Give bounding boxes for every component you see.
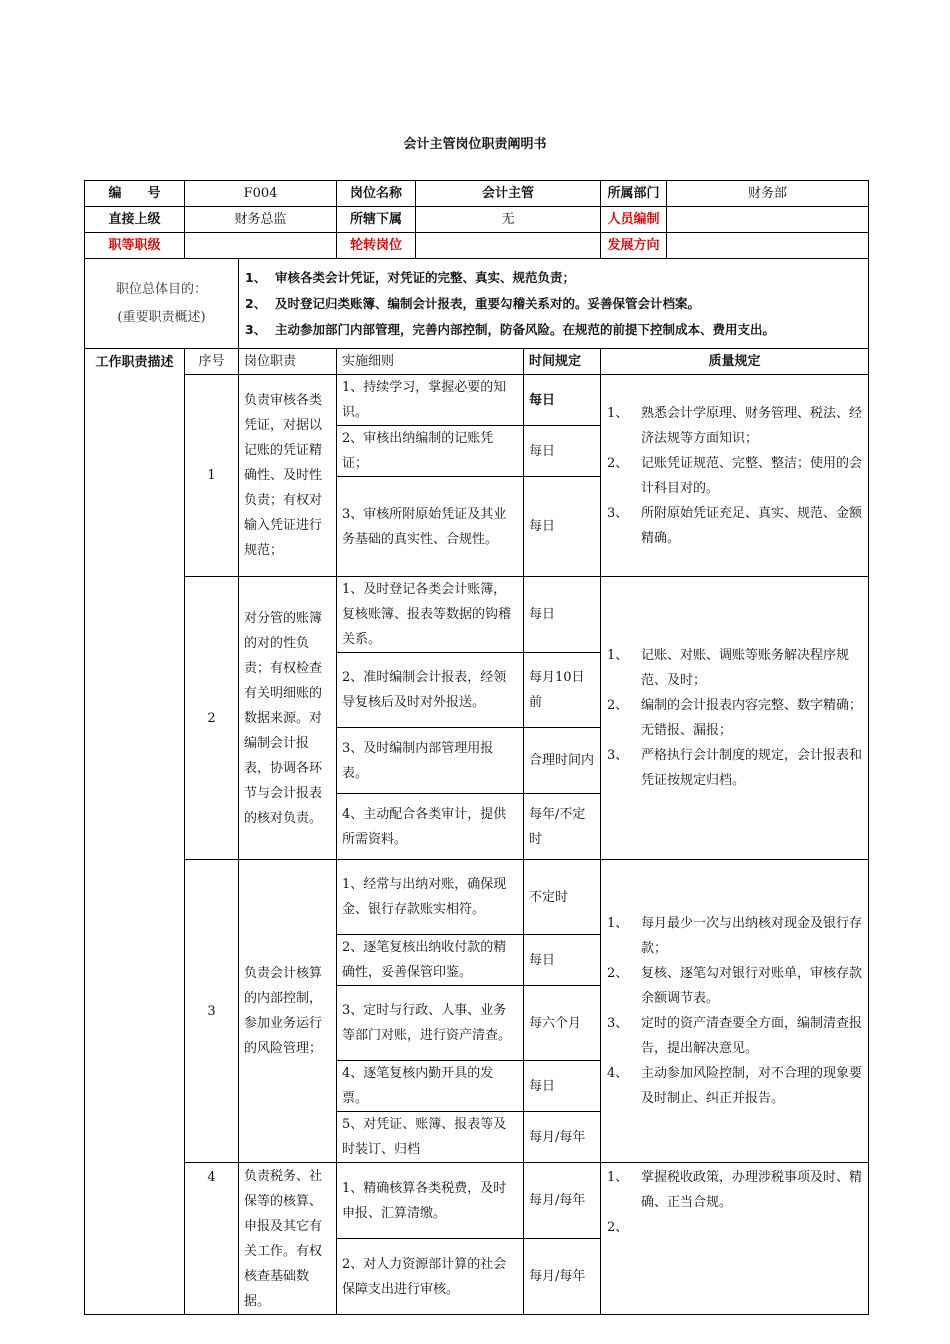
time-cell: 每六个月 — [524, 986, 601, 1061]
detail-cell: 4、主动配合各类审计，提供所需资料。 — [337, 794, 524, 860]
time-cell: 每月10日前 — [524, 653, 601, 728]
detail-cell: 1、精确核算各类税费，及时申报、汇算清缴。 — [337, 1163, 524, 1239]
duty-text: 负责税务、社保等的核算、申报及其它有关工作。有权核查基础数据。 — [239, 1163, 337, 1315]
quality-item: 3、 严格执行会计制度的规定，会计报表和凭证按规定归档。 — [607, 748, 863, 788]
goal-item — [245, 317, 862, 343]
quality-item: 1、 熟悉会计学原理、财务管理、税法、经济法规等方面知识； — [607, 405, 863, 446]
quality-item: 2、 编制的会计报表内容完整、数字精确；无错报、漏报； — [607, 698, 863, 738]
time-cell: 每月/每年 — [524, 1239, 601, 1315]
detail-cell: 2、准时编制会计报表，经领导复核后及时对外报送。 — [337, 653, 524, 728]
quality-item: 4、 主动参加风险控制，对不合理的现象要及时制止、纠正并报告。 — [607, 1066, 863, 1106]
duty-no: 2 — [185, 577, 239, 860]
duty-no: 1 — [185, 375, 239, 577]
dept-value: 财务部 — [667, 181, 869, 207]
time-cell: 每日 — [524, 477, 601, 577]
detail-cell: 3、定时与行政、人事、业务等部门对账，进行资产清查。 — [337, 986, 524, 1061]
job-description-table — [84, 180, 869, 1315]
time-cell: 每年/不定时 — [524, 794, 601, 860]
direction-value — [667, 233, 869, 259]
subordinate-value: 无 — [416, 207, 601, 233]
duty-text: 负责审核各类凭证，对据以记账的凭证精确性、及时性负责；有权对输入凭证进行规范； — [239, 375, 337, 577]
detail-cell: 2、逐笔复核出纳收付款的精确性，妥善保管印鉴。 — [337, 935, 524, 986]
quality-item: 1、 每月最少一次与出纳核对现金及银行存款； — [607, 916, 863, 956]
detail-cell: 3、审核所附原始凭证及其业务基础的真实性、合规性。 — [337, 477, 524, 577]
code-value: F004 — [185, 181, 337, 207]
direction-label: 发展方向 — [601, 233, 667, 259]
detail-cell: 1、持续学习，掌握必要的知识。 — [337, 375, 524, 426]
duty-no: 3 — [185, 860, 239, 1163]
document-title: 会计主管岗位职责阐明书 — [403, 137, 547, 152]
goal-item-number: 3、 — [245, 321, 267, 337]
post-value: 会计主管 — [416, 181, 601, 207]
time-cell: 每月/每年 — [524, 1163, 601, 1239]
col-header-detail: 实施细则 — [337, 349, 524, 375]
goal-item-text: 审核各类会计凭证，对凭证的完整、真实、规范负责； — [275, 269, 576, 285]
time-cell: 合理时间内 — [524, 728, 601, 794]
col-header-duty: 岗位职责 — [239, 349, 337, 375]
superior-label: 直接上级 — [85, 207, 185, 233]
rotation-label: 轮转岗位 — [337, 233, 416, 259]
quality-item: 3、 定时的资产清查要全方面，编制清查报告，提出解决意见。 — [607, 1016, 863, 1056]
detail-cell: 4、逐笔复核内勤开具的发票。 — [337, 1061, 524, 1112]
col-header-no: 序号 — [185, 349, 239, 375]
quality-item: 1、 掌握税收政策，办理涉税事项及时、精确、正当合规。 — [607, 1170, 863, 1210]
superior-value: 财务总监 — [185, 207, 337, 233]
goal-list — [239, 259, 869, 349]
code-label: 编 号 — [85, 181, 185, 207]
goal-item-number: 1、 — [245, 269, 267, 285]
staff-quota-label: 人员编制 — [601, 207, 667, 233]
time-cell: 每月/每年 — [524, 1112, 601, 1163]
time-cell: 每日 — [524, 426, 601, 477]
quality-item: 2、 记账凭证规范、完整、整洁；使用的会计科目对的。 — [607, 455, 863, 496]
grade-label: 职等职级 — [85, 233, 185, 259]
quality-item: 3、 所附原始凭证充足、真实、规范、金额精确。 — [607, 505, 863, 546]
detail-cell: 1、经常与出纳对账，确保现金、银行存款账实相符。 — [337, 860, 524, 935]
dept-label: 所属部门 — [601, 181, 667, 207]
goal-item-text: 主动参加部门内部管理，完善内部控制，防备风险。在规范的前提下控制成本、费用支出。 — [275, 321, 776, 337]
detail-cell: 2、审核出纳编制的记账凭证； — [337, 426, 524, 477]
goal-label — [85, 259, 239, 349]
post-label: 岗位名称 — [337, 181, 416, 207]
duty-no: 4 — [185, 1163, 239, 1315]
quality-cell — [601, 1163, 869, 1315]
quality-cell — [601, 375, 869, 577]
quality-item: 2、 复核、逐笔勾对银行对账单，审核存款余额调节表。 — [607, 966, 863, 1006]
goal-item — [245, 291, 862, 317]
col-header-time: 时间规定 — [524, 349, 601, 375]
detail-cell: 3、及时编制内部管理用报表。 — [337, 728, 524, 794]
rotation-value — [416, 233, 601, 259]
time-cell: 每日 — [524, 1061, 601, 1112]
detail-cell: 2、对人力资源部计算的社会保障支出进行审核。 — [337, 1239, 524, 1315]
col-header-quality: 质量规定 — [601, 349, 869, 375]
time-cell: 不定时 — [524, 860, 601, 935]
detail-cell: 1、及时登记各类会计账簿，复核账簿、报表等数据的钩稽关系。 — [337, 577, 524, 653]
time-cell: 每日 — [524, 375, 601, 426]
time-cell: 每日 — [524, 935, 601, 986]
grade-value — [185, 233, 337, 259]
goal-label-main: 职位总体目的： — [115, 281, 207, 297]
goal-item-number: 2、 — [245, 295, 267, 311]
staff-quota-value — [667, 207, 869, 233]
time-cell: 每日 — [524, 577, 601, 653]
goal-item — [245, 265, 862, 291]
quality-item: 2、 — [607, 1220, 629, 1235]
quality-cell — [601, 860, 869, 1163]
quality-cell — [601, 577, 869, 860]
goal-label-sub: (重要职责概述) — [117, 309, 206, 325]
detail-cell: 5、对凭证、账簿、报表等及时装订、归档 — [337, 1112, 524, 1163]
goal-item-text: 及时登记归类账簿、编制会计报表，重要勾稽关系对的。妥善保管会计档案。 — [275, 295, 701, 311]
duty-section-label: 工作职责描述 — [85, 349, 185, 1315]
duty-text: 对分管的账簿的对的性负责；有权检查有关明细账的数据来源。对编制会计报表，协调各环节与会计报表的核对负责。 — [239, 577, 337, 860]
duty-text: 负责会计核算的内部控制，参加业务运行的风险管理； — [239, 860, 337, 1163]
quality-item: 1、 记账、对账、调账等账务解决程序规范、及时； — [607, 648, 850, 688]
subordinate-label: 所辖下属 — [337, 207, 416, 233]
